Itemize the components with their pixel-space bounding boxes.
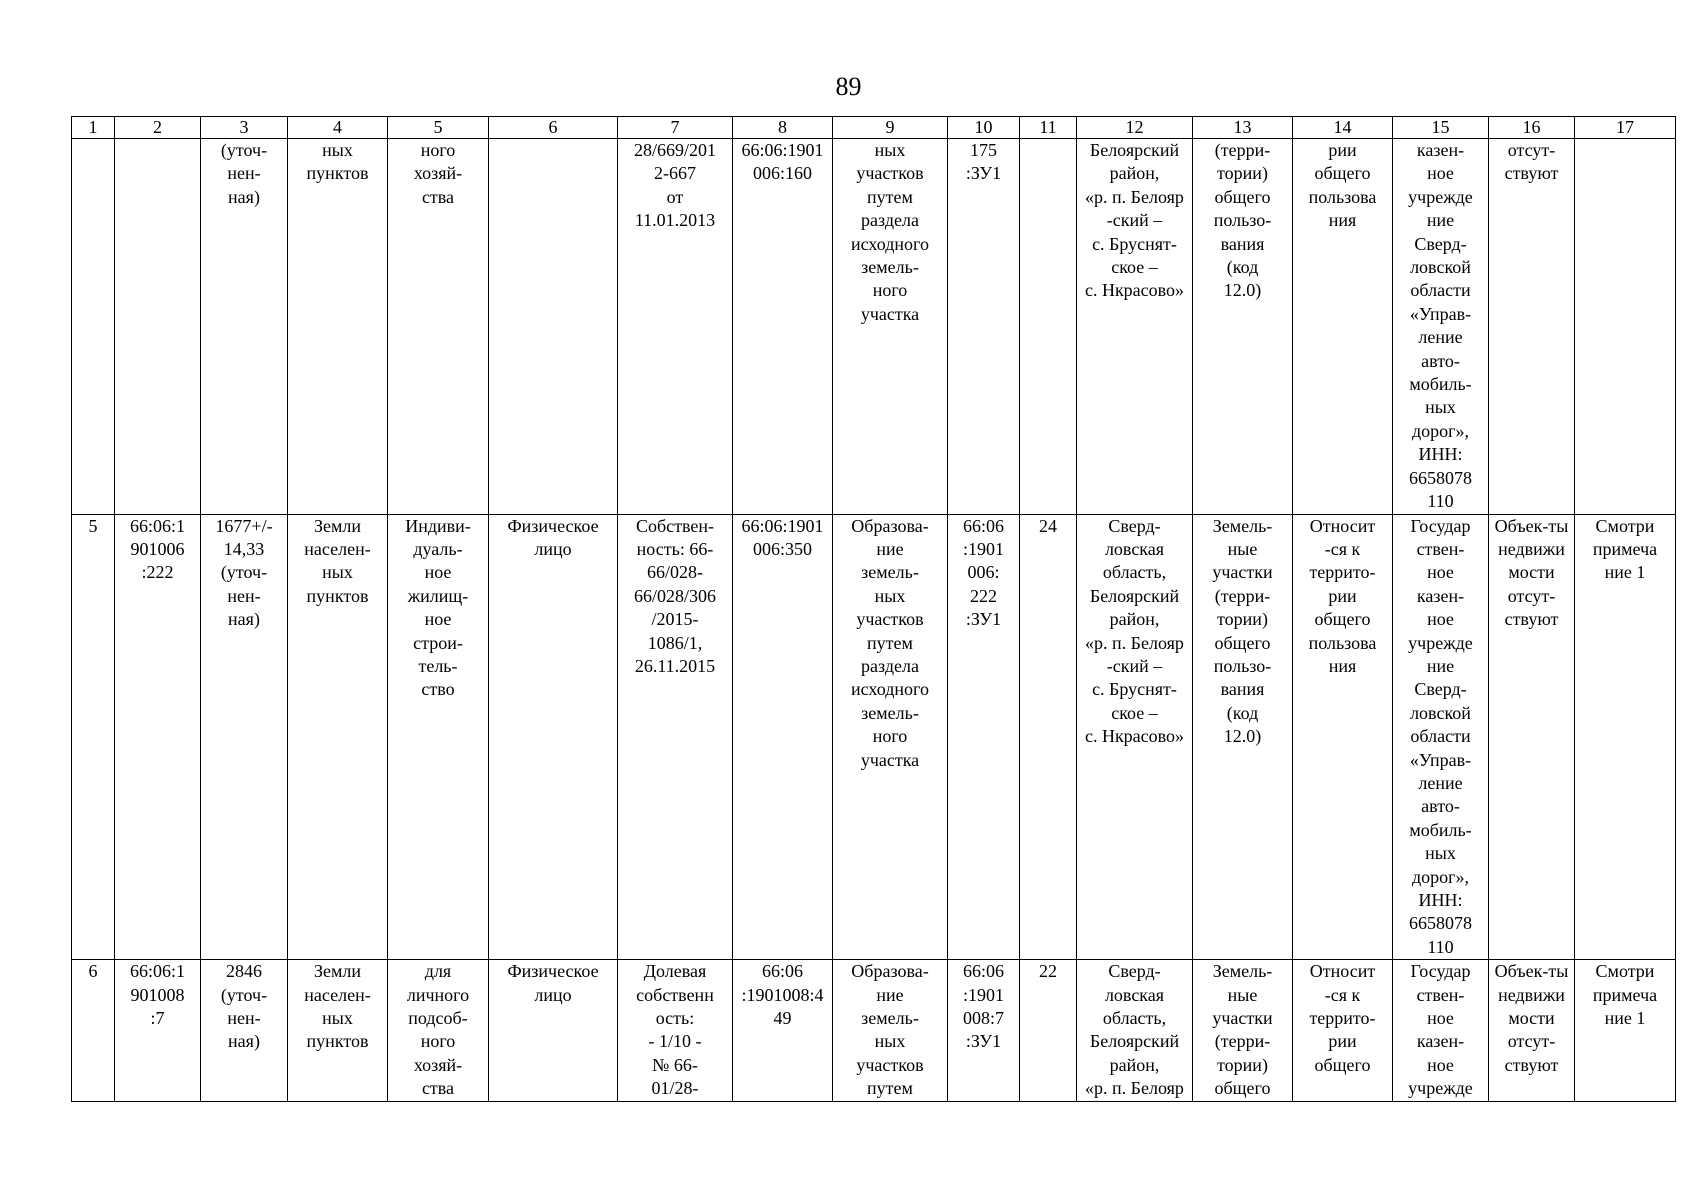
table-cell: Физическое лицо bbox=[489, 960, 618, 1101]
column-number: 14 bbox=[1293, 117, 1393, 139]
table-cell: Белоярский район, «р. п. Белояр -ский – с. Бруснят- ское – с. Нкрасово» bbox=[1077, 139, 1193, 515]
table-cell: Земли населен- ных пунктов bbox=[288, 514, 388, 960]
table-cell: 2846 (уточ- нен- ная) bbox=[201, 960, 288, 1101]
column-number: 2 bbox=[115, 117, 201, 139]
column-number: 3 bbox=[201, 117, 288, 139]
column-number: 16 bbox=[1489, 117, 1575, 139]
table-cell: для личного подсоб- ного хозяй- ства bbox=[388, 960, 489, 1101]
table-cell: Смотри примеча ние 1 bbox=[1575, 960, 1676, 1101]
table-cell: 66:06:1 901008 :7 bbox=[115, 960, 201, 1101]
table-cell: 22 bbox=[1020, 960, 1077, 1101]
table-cell: Долевая собственн ость: - 1/10 - № 66- 01/28- bbox=[618, 960, 733, 1101]
table-cell: Государ ствен- ное казен- ное учрежде ние Сверд- ловской области «Управ- ление авто- мобиль- ных дорог», ИНН: 6658078 110 bbox=[1393, 514, 1489, 960]
column-number: 7 bbox=[618, 117, 733, 139]
table-cell: рии общего пользова ния bbox=[1293, 139, 1393, 515]
table-row bbox=[72, 960, 1676, 1101]
table-cell: 5 bbox=[72, 514, 115, 960]
table-cell: Объек-ты недвижи мости отсут- ствуют bbox=[1489, 514, 1575, 960]
table-cell bbox=[115, 139, 201, 515]
column-number: 15 bbox=[1393, 117, 1489, 139]
table-cell: 6 bbox=[72, 960, 115, 1101]
table-cell: Относит -ся к террито- рии общего bbox=[1293, 960, 1393, 1101]
table-cell: Образова- ние земель- ных участков путем раздела исходного земель- ного участка bbox=[833, 514, 948, 960]
table-cell: Относит -ся к террито- рии общего пользова ния bbox=[1293, 514, 1393, 960]
table-cell: Смотри примеча ние 1 bbox=[1575, 514, 1676, 960]
column-number: 17 bbox=[1575, 117, 1676, 139]
table-cell: 66:06:1 901006 :222 bbox=[115, 514, 201, 960]
column-number: 12 bbox=[1077, 117, 1193, 139]
table-cell: 66:06 :1901008:4 49 bbox=[733, 960, 833, 1101]
land-plot-register-table bbox=[71, 116, 1676, 1102]
table-cell: Объек-ты недвижи мости отсут- ствуют bbox=[1489, 960, 1575, 1101]
table-cell: Сверд- ловская область, Белоярский район, «р. п. Белояр bbox=[1077, 960, 1193, 1101]
column-number: 9 bbox=[833, 117, 948, 139]
table-cell: 24 bbox=[1020, 514, 1077, 960]
table-cell: 66:06 :1901 008:7 :ЗУ1 bbox=[948, 960, 1020, 1101]
column-number: 10 bbox=[948, 117, 1020, 139]
table-cell: 66:06:1901 006:350 bbox=[733, 514, 833, 960]
table-cell: Земли населен- ных пунктов bbox=[288, 960, 388, 1101]
table-cell: ных участков путем раздела исходного земель- ного участка bbox=[833, 139, 948, 515]
table-cell bbox=[1575, 139, 1676, 515]
table-cell: ных пунктов bbox=[288, 139, 388, 515]
column-number: 11 bbox=[1020, 117, 1077, 139]
table-cell: 66:06 :1901 006: 222 :ЗУ1 bbox=[948, 514, 1020, 960]
column-number: 5 bbox=[388, 117, 489, 139]
table-cell: казен- ное учрежде ние Сверд- ловской области «Управ- ление авто- мобиль- ных дорог», ИНН: 6658078 110 bbox=[1393, 139, 1489, 515]
table-row bbox=[72, 139, 1676, 515]
table-cell bbox=[489, 139, 618, 515]
table-cell: отсут- ствуют bbox=[1489, 139, 1575, 515]
column-number: 1 bbox=[72, 117, 115, 139]
column-number: 8 bbox=[733, 117, 833, 139]
table-cell: (уточ- нен- ная) bbox=[201, 139, 288, 515]
column-number: 13 bbox=[1193, 117, 1293, 139]
table-cell: ного хозяй- ства bbox=[388, 139, 489, 515]
table-row bbox=[72, 514, 1676, 960]
table-cell: Земель- ные участки (терри- тории) общего пользо- вания (код 12.0) bbox=[1193, 514, 1293, 960]
table-cell: (терри- тории) общего пользо- вания (код 12.0) bbox=[1193, 139, 1293, 515]
table-cell: Физическое лицо bbox=[489, 514, 618, 960]
column-number: 4 bbox=[288, 117, 388, 139]
column-number-row bbox=[72, 117, 1676, 139]
table-cell: Сверд- ловская область, Белоярский район, «р. п. Белояр -ский – с. Бруснят- ское – с. Нкрасово» bbox=[1077, 514, 1193, 960]
table-cell: 1677+/- 14,33 (уточ- нен- ная) bbox=[201, 514, 288, 960]
table-cell bbox=[72, 139, 115, 515]
column-number: 6 bbox=[489, 117, 618, 139]
table-cell: Индиви- дуаль- ное жилищ- ное строи- тель- ство bbox=[388, 514, 489, 960]
page-number: 89 bbox=[835, 72, 862, 101]
table-cell: 175 :ЗУ1 bbox=[948, 139, 1020, 515]
table-cell: 66:06:1901 006:160 bbox=[733, 139, 833, 515]
table-cell bbox=[1020, 139, 1077, 515]
table-cell: Собствен- ность: 66- 66/028- 66/028/306 /2015- 1086/1, 26.11.2015 bbox=[618, 514, 733, 960]
table-cell: Образова- ние земель- ных участков путем bbox=[833, 960, 948, 1101]
table-cell: Государ ствен- ное казен- ное учрежде bbox=[1393, 960, 1489, 1101]
table-cell: Земель- ные участки (терри- тории) общего bbox=[1193, 960, 1293, 1101]
table-cell: 28/669/201 2-667 от 11.01.2013 bbox=[618, 139, 733, 515]
